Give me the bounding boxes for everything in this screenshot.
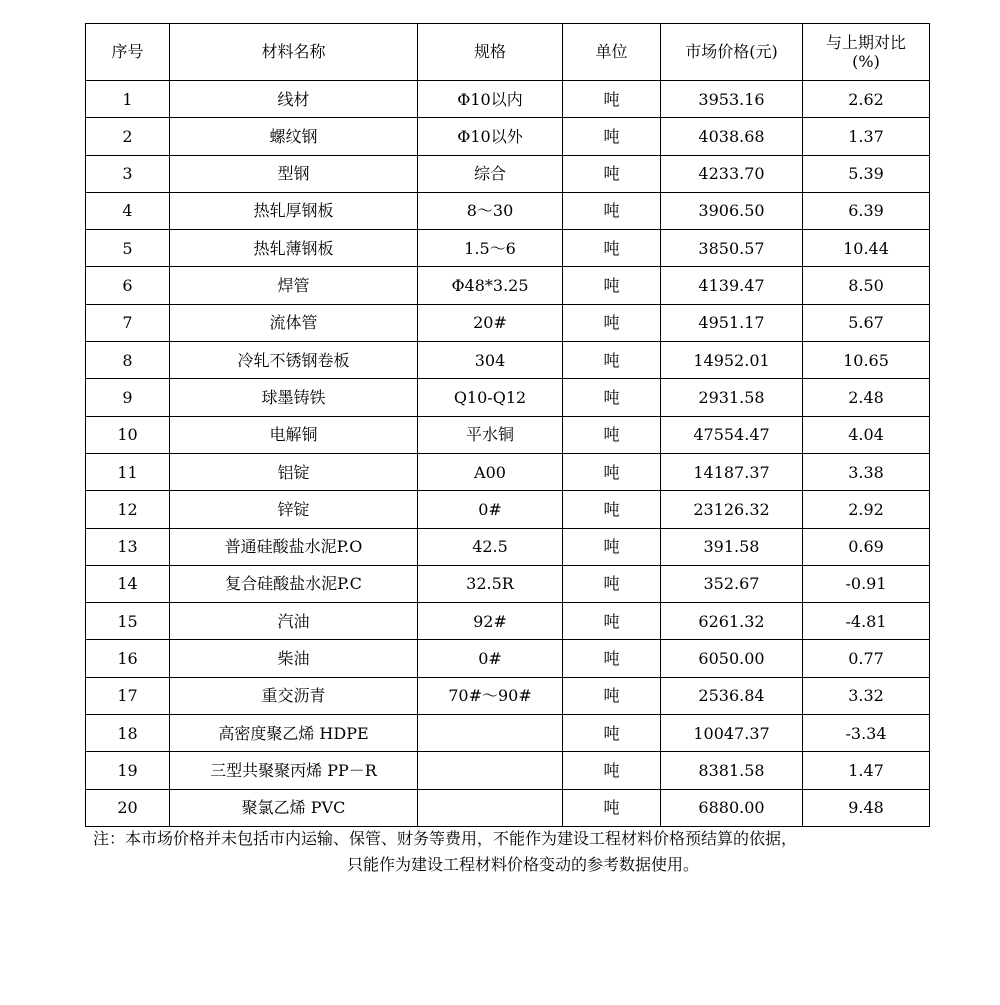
cell-unit: 吨 xyxy=(563,81,661,118)
cell-market-price: 4233.70 xyxy=(661,155,803,192)
cell-change: -3.34 xyxy=(803,715,930,752)
cell-material-name: 高密度聚乙烯 HDPE xyxy=(170,715,418,752)
footnote xyxy=(93,826,933,878)
cell-index: 8 xyxy=(86,342,170,379)
cell-index: 16 xyxy=(86,640,170,677)
cell-index: 18 xyxy=(86,715,170,752)
cell-change: 10.44 xyxy=(803,230,930,267)
cell-spec: 42.5 xyxy=(418,528,563,565)
cell-unit: 吨 xyxy=(563,752,661,789)
cell-spec: 92# xyxy=(418,603,563,640)
cell-material-name: 焊管 xyxy=(170,267,418,304)
cell-spec: Φ10以内 xyxy=(418,81,563,118)
cell-market-price: 2536.84 xyxy=(661,677,803,714)
cell-unit: 吨 xyxy=(563,379,661,416)
cell-market-price: 14187.37 xyxy=(661,453,803,490)
cell-unit: 吨 xyxy=(563,342,661,379)
cell-material-name: 复合硅酸盐水泥P.C xyxy=(170,565,418,602)
cell-spec xyxy=(418,789,563,826)
cell-market-price: 10047.37 xyxy=(661,715,803,752)
cell-market-price: 4139.47 xyxy=(661,267,803,304)
cell-spec: 8～30 xyxy=(418,192,563,229)
cell-material-name: 型钢 xyxy=(170,155,418,192)
cell-spec: Φ10以外 xyxy=(418,118,563,155)
cell-market-price: 3906.50 xyxy=(661,192,803,229)
cell-material-name: 锌锭 xyxy=(170,491,418,528)
cell-market-price: 14952.01 xyxy=(661,342,803,379)
cell-change: 0.77 xyxy=(803,640,930,677)
header-change-line1: 与上期对比 xyxy=(825,32,906,52)
table-row xyxy=(86,752,930,789)
cell-index: 3 xyxy=(86,155,170,192)
cell-unit: 吨 xyxy=(563,192,661,229)
cell-material-name: 螺纹钢 xyxy=(170,118,418,155)
cell-spec: 32.5R xyxy=(418,565,563,602)
cell-change: -0.91 xyxy=(803,565,930,602)
table-row xyxy=(86,192,930,229)
cell-spec xyxy=(418,715,563,752)
cell-change: 3.38 xyxy=(803,453,930,490)
cell-unit: 吨 xyxy=(563,416,661,453)
cell-market-price: 6050.00 xyxy=(661,640,803,677)
cell-unit: 吨 xyxy=(563,230,661,267)
cell-unit: 吨 xyxy=(563,677,661,714)
cell-change: 2.92 xyxy=(803,491,930,528)
cell-spec: Q10-Q12 xyxy=(418,379,563,416)
cell-change: 8.50 xyxy=(803,267,930,304)
cell-material-name: 冷轧不锈钢卷板 xyxy=(170,342,418,379)
cell-material-name: 聚氯乙烯 PVC xyxy=(170,789,418,826)
cell-index: 2 xyxy=(86,118,170,155)
cell-index: 20 xyxy=(86,789,170,826)
table-row xyxy=(86,789,930,826)
cell-unit: 吨 xyxy=(563,304,661,341)
cell-market-price: 2931.58 xyxy=(661,379,803,416)
cell-change: 0.69 xyxy=(803,528,930,565)
cell-material-name: 热轧薄钢板 xyxy=(170,230,418,267)
cell-index: 11 xyxy=(86,453,170,490)
cell-spec: 0# xyxy=(418,491,563,528)
table-row xyxy=(86,379,930,416)
footnote-line1: 注：本市场价格并未包括市内运输、保管、财务等费用，不能作为建设工程材料价格预结算的依据， xyxy=(93,829,798,848)
cell-market-price: 352.67 xyxy=(661,565,803,602)
cell-material-name: 电解铜 xyxy=(170,416,418,453)
cell-market-price: 6880.00 xyxy=(661,789,803,826)
cell-market-price: 391.58 xyxy=(661,528,803,565)
cell-index: 15 xyxy=(86,603,170,640)
cell-index: 12 xyxy=(86,491,170,528)
cell-material-name: 三型共聚聚丙烯 PP－R xyxy=(170,752,418,789)
cell-market-price: 23126.32 xyxy=(661,491,803,528)
cell-index: 9 xyxy=(86,379,170,416)
cell-market-price: 47554.47 xyxy=(661,416,803,453)
cell-spec: 平水铜 xyxy=(418,416,563,453)
cell-spec: 0# xyxy=(418,640,563,677)
cell-unit: 吨 xyxy=(563,715,661,752)
table-row xyxy=(86,565,930,602)
footnote-line2: 只能作为建设工程材料价格变动的参考数据使用。 xyxy=(346,855,699,874)
table-row xyxy=(86,155,930,192)
cell-change: 9.48 xyxy=(803,789,930,826)
cell-change: 1.47 xyxy=(803,752,930,789)
cell-change: 2.62 xyxy=(803,81,930,118)
cell-index: 10 xyxy=(86,416,170,453)
cell-spec: 1.5～6 xyxy=(418,230,563,267)
header-market-price: 市场价格(元) xyxy=(661,24,803,81)
cell-spec: 综合 xyxy=(418,155,563,192)
cell-change: 6.39 xyxy=(803,192,930,229)
table-row xyxy=(86,715,930,752)
cell-unit: 吨 xyxy=(563,565,661,602)
header-material-name: 材料名称 xyxy=(170,24,418,81)
cell-material-name: 流体管 xyxy=(170,304,418,341)
cell-index: 19 xyxy=(86,752,170,789)
header-change-line2: (%) xyxy=(852,52,880,71)
table-row xyxy=(86,304,930,341)
cell-index: 7 xyxy=(86,304,170,341)
table-row xyxy=(86,267,930,304)
cell-material-name: 球墨铸铁 xyxy=(170,379,418,416)
cell-unit: 吨 xyxy=(563,603,661,640)
cell-change: 5.39 xyxy=(803,155,930,192)
table-row xyxy=(86,453,930,490)
cell-index: 13 xyxy=(86,528,170,565)
cell-spec: 20# xyxy=(418,304,563,341)
cell-material-name: 普通硅酸盐水泥P.O xyxy=(170,528,418,565)
table-row xyxy=(86,416,930,453)
table-row xyxy=(86,603,930,640)
header-change-vs-last xyxy=(803,24,930,81)
cell-change: -4.81 xyxy=(803,603,930,640)
cell-market-price: 4038.68 xyxy=(661,118,803,155)
cell-material-name: 热轧厚钢板 xyxy=(170,192,418,229)
cell-unit: 吨 xyxy=(563,453,661,490)
cell-unit: 吨 xyxy=(563,640,661,677)
cell-market-price: 4951.17 xyxy=(661,304,803,341)
table-row xyxy=(86,342,930,379)
cell-material-name: 重交沥青 xyxy=(170,677,418,714)
cell-market-price: 8381.58 xyxy=(661,752,803,789)
cell-unit: 吨 xyxy=(563,267,661,304)
table-row xyxy=(86,677,930,714)
cell-change: 10.65 xyxy=(803,342,930,379)
cell-market-price: 6261.32 xyxy=(661,603,803,640)
cell-unit: 吨 xyxy=(563,491,661,528)
cell-index: 17 xyxy=(86,677,170,714)
cell-change: 1.37 xyxy=(803,118,930,155)
cell-material-name: 汽油 xyxy=(170,603,418,640)
material-price-table xyxy=(85,23,930,827)
header-unit: 单位 xyxy=(563,24,661,81)
cell-unit: 吨 xyxy=(563,118,661,155)
cell-spec: 70#～90# xyxy=(418,677,563,714)
table-row xyxy=(86,640,930,677)
table-row xyxy=(86,528,930,565)
cell-unit: 吨 xyxy=(563,789,661,826)
cell-index: 6 xyxy=(86,267,170,304)
cell-index: 4 xyxy=(86,192,170,229)
cell-change: 5.67 xyxy=(803,304,930,341)
cell-unit: 吨 xyxy=(563,528,661,565)
cell-market-price: 3953.16 xyxy=(661,81,803,118)
cell-market-price: 3850.57 xyxy=(661,230,803,267)
header-spec: 规格 xyxy=(418,24,563,81)
header-index: 序号 xyxy=(86,24,170,81)
cell-material-name: 柴油 xyxy=(170,640,418,677)
cell-material-name: 铝锭 xyxy=(170,453,418,490)
cell-material-name: 线材 xyxy=(170,81,418,118)
cell-change: 3.32 xyxy=(803,677,930,714)
cell-spec xyxy=(418,752,563,789)
cell-spec: 304 xyxy=(418,342,563,379)
cell-spec: Φ48*3.25 xyxy=(418,267,563,304)
cell-unit: 吨 xyxy=(563,155,661,192)
cell-spec: A00 xyxy=(418,453,563,490)
cell-change: 4.04 xyxy=(803,416,930,453)
table-header-row xyxy=(86,24,930,81)
cell-index: 5 xyxy=(86,230,170,267)
table-row xyxy=(86,81,930,118)
cell-index: 1 xyxy=(86,81,170,118)
table-body xyxy=(86,81,930,827)
cell-index: 14 xyxy=(86,565,170,602)
table-row xyxy=(86,230,930,267)
table-row xyxy=(86,491,930,528)
cell-change: 2.48 xyxy=(803,379,930,416)
table-row xyxy=(86,118,930,155)
